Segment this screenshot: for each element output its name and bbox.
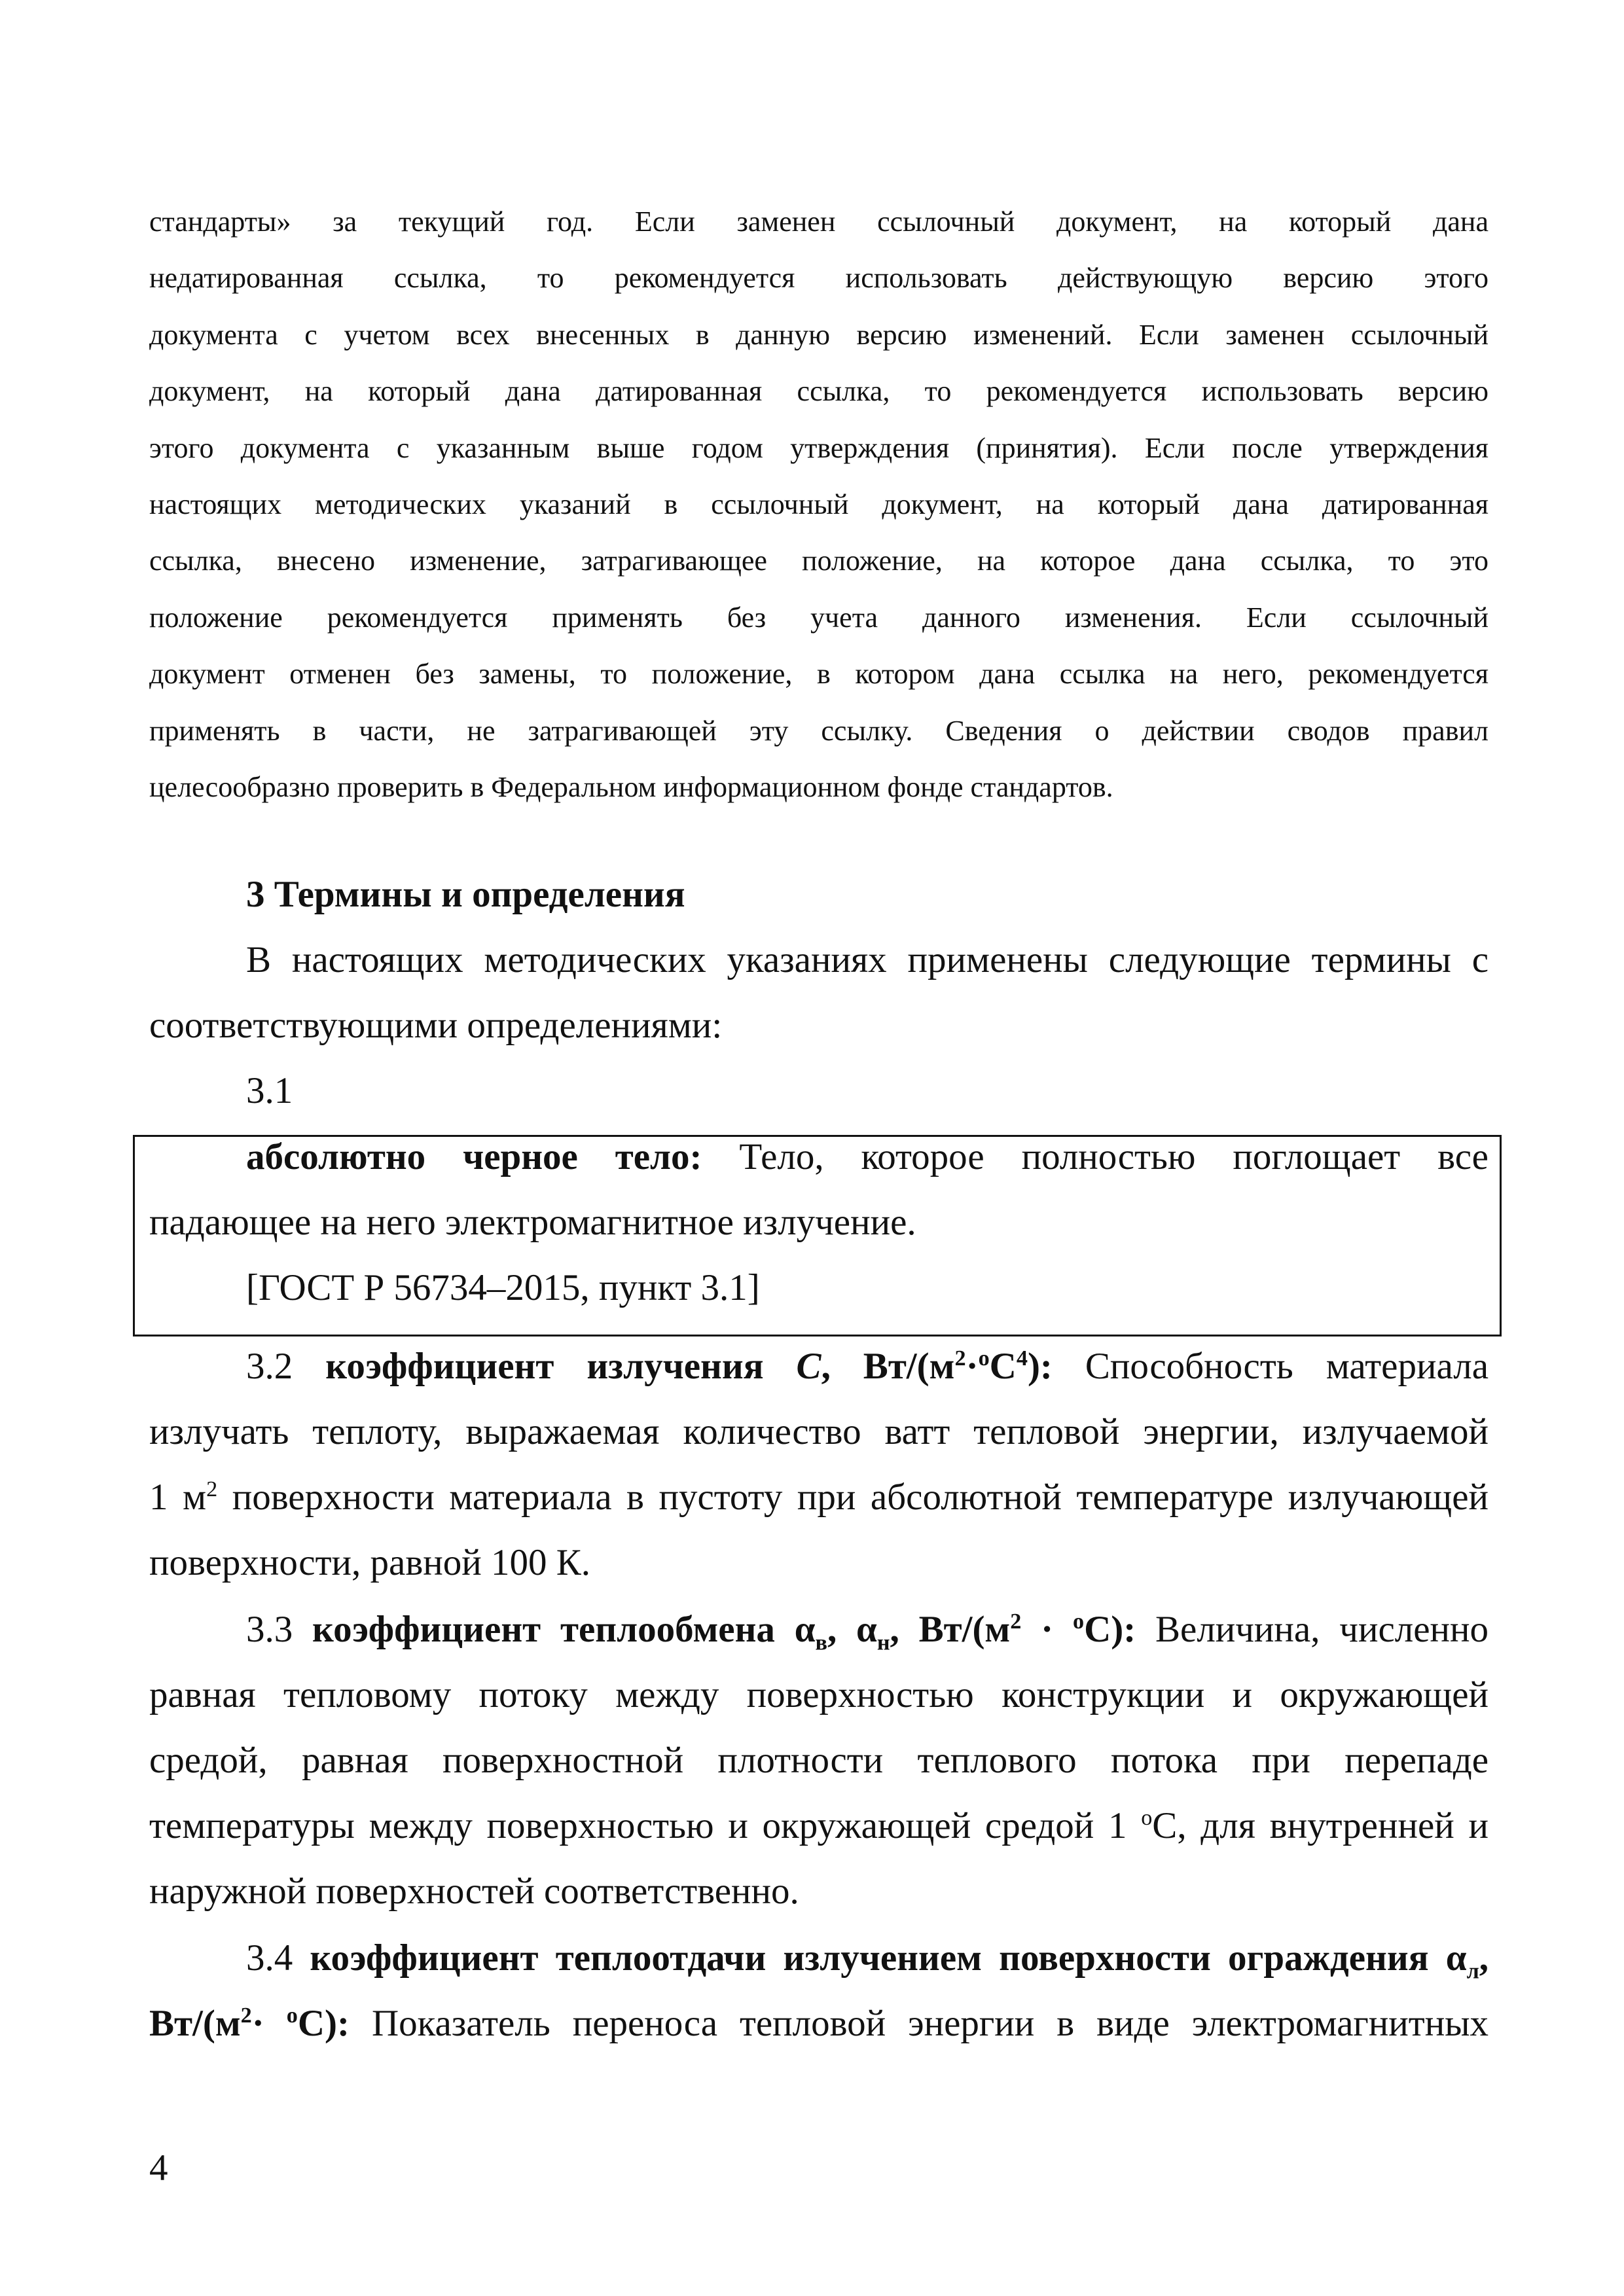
section-intro-line2: соответствующими определениями:	[149, 1005, 723, 1046]
term-3-2-line4: поверхности, равной 100 К.	[149, 1542, 591, 1583]
term-3-2-line1: 3.2 коэффициент излучения С, $Вт/(м^2\cdot^оС^4)$: Способность материала	[246, 1346, 1489, 1387]
intro-line: применять в части, не затрагивающей эту ссылку. Сведения о действии сводов правил	[149, 714, 1489, 747]
intro-line: стандарты» за текущий год. Если заменен ссылочный документ, на который дана	[149, 206, 1489, 238]
intro-line: недатированная ссылка, то рекомендуется использовать действующую версию этого	[149, 262, 1489, 295]
intro-paragraph	[149, 194, 1489, 816]
term-3-2	[149, 1334, 1489, 1596]
intro-line: целесообразно проверить в Федеральном информационном фонде стандартов.	[149, 771, 1113, 804]
term-3-2-line3: 1 $м^2$ поверхности материала в пустоту при абсолютной температуре излучающей	[149, 1477, 1489, 1518]
term-3-2-term: коэффициент излучения С, $Вт/(м^2\cdot^оС^4)$:	[325, 1346, 1053, 1387]
intro-line: положение рекомендуется применять без учета данного изменения. Если ссылочный	[149, 601, 1489, 634]
term-3-3-line5: наружной поверхностей соответственно.	[149, 1871, 799, 1912]
term-3-4-term: коэффициент теплоотдачи излучением поверхности ограждения $\alpha_л$,	[293, 1937, 1489, 1984]
term-3-4	[149, 1926, 1489, 2056]
term-3-4-line1: 3.4 коэффициент теплоотдачи излучением поверхности ограждения $\alpha_л$,	[246, 1937, 1489, 1984]
section-3	[149, 862, 1489, 1124]
term-3-1-line2: падающее на него электромагнитное излучение.	[149, 1202, 916, 1243]
intro-line: документа с учетом всех внесенных в данную версию изменений. Если заменен ссылочный	[149, 318, 1489, 351]
term-3-3-term: коэффициент теплообмена $\alpha_в$, $\alpha_н$, $Вт/(м^2 \cdot ^оС)$:	[293, 1609, 1136, 1655]
intro-line: документ, на который дана датированная ссылка, то рекомендуется использовать версию	[149, 375, 1489, 408]
term-3-1-source: [ГОСТ Р 56734–2015, пункт 3.1]	[246, 1267, 760, 1308]
term-3-1-term: абсолютно черное тело:	[246, 1136, 702, 1177]
term-3-3-line1: 3.3 коэффициент теплообмена $\alpha_в$, $\alpha_н$, $Вт/(м^2 \cdot ^оС)$: Величина, численно	[246, 1609, 1489, 1655]
term-3-1-line1: абсолютно черное тело: Тело, которое полностью поглощает все	[246, 1136, 1489, 1177]
page-number: 4	[149, 2147, 168, 2189]
term-3-3-line2: равная тепловому потоку между поверхностью конструкции и окружающей	[149, 1674, 1489, 1715]
term-3-3-line3: средой, равная поверхностной плотности теплового потока при перепаде	[149, 1740, 1489, 1781]
section-heading: 3 Термины и определения	[246, 874, 685, 915]
intro-line: ссылка, внесено изменение, затрагивающее положение, на которое дана ссылка, то это	[149, 545, 1489, 577]
intro-line: документ отменен без замены, то положение, в котором дана ссылка на него, рекомендуется	[149, 658, 1489, 691]
term-3-1-number: 3.1	[246, 1070, 293, 1111]
term-3-1	[149, 1124, 1489, 1321]
intro-line: настоящих методических указаний в ссылочный документ, на который дана датированная	[149, 488, 1489, 521]
term-3-3-line4: температуры между поверхностью и окружающей средой 1 $^о$С, для внутренней и	[149, 1805, 1489, 1846]
term-3-3	[149, 1597, 1489, 1924]
term-3-2-line2: излучать теплоту, выражаемая количество ватт тепловой энергии, излучаемой	[149, 1411, 1489, 1452]
term-3-4-line2: $Вт/(м^2\cdot ^оС)$: Показатель переноса тепловой энергии в виде электромагнитных	[149, 2003, 1489, 2044]
section-intro-line1: В настоящих методических указаниях применены следующие термины с	[246, 939, 1489, 980]
intro-line: этого документа с указанным выше годом утверждения (принятия). Если после утверждения	[149, 431, 1489, 464]
